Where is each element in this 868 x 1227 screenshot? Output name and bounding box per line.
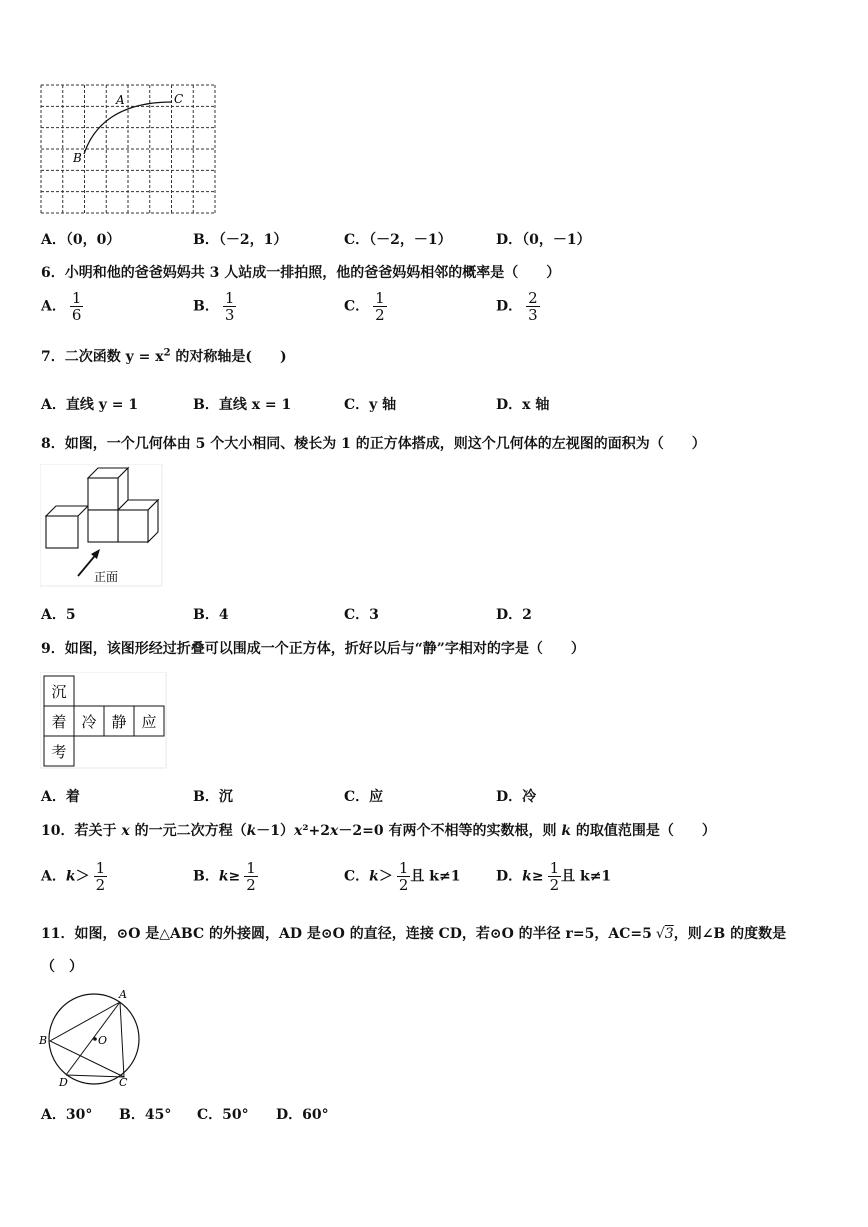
q5-label-b: B: [73, 151, 82, 165]
q11-label-o: O: [98, 1034, 108, 1047]
q10-option-d[interactable]: D．k≥ $\frac{1}{2}$ 且 k≠1: [496, 859, 612, 894]
q9-net-cell: 沉: [51, 683, 67, 701]
q10-stem: 10．若关于 x 的一元二次方程（k－1）x²+2x－2=0 有两个不相等的实数根，则 k 的取值范围是（ ）: [41, 823, 716, 839]
q7-option-a[interactable]: A．直线 y = 1: [41, 397, 139, 413]
q5-option-c[interactable]: C．（－2，－1）: [344, 232, 452, 248]
q10-option-b[interactable]: B．k≥ $\frac{1}{2}$: [193, 859, 256, 894]
q11-label-b: B: [39, 1034, 48, 1047]
q5-grid-figure: [40, 84, 220, 216]
q5-label-a: A: [116, 93, 125, 107]
q7-option-c[interactable]: C．y 轴: [344, 397, 397, 413]
q9-net-cell: 考: [51, 743, 67, 761]
q5-option-a[interactable]: A．（0，0）: [41, 232, 121, 248]
q9-cube-net: [40, 672, 168, 770]
q9-net-cell: 应: [141, 713, 157, 731]
q8-option-a[interactable]: A．5: [41, 607, 76, 623]
q11-option-d[interactable]: D．60°: [276, 1107, 329, 1123]
q9-net-cell: 着: [51, 713, 67, 731]
q11-circle-figure: [38, 986, 148, 1090]
q7-stem: 7．二次函数 $y = x^2$ 的对称轴是( ): [41, 347, 287, 365]
q8-front-label: 正面: [94, 570, 119, 584]
q6-option-b[interactable]: B． $\frac{1}{3}$: [193, 289, 235, 324]
q11-label-a: A: [119, 988, 127, 1001]
q5-option-d[interactable]: D．（0，－1）: [496, 232, 591, 248]
q10-option-c[interactable]: C．k＞ $\frac{1}{2}$ 且 k≠1: [344, 859, 461, 894]
q6-stem: 6．小明和他的爸爸妈妈共 3 人站成一排拍照，他的爸爸妈妈相邻的概率是（ ）: [41, 265, 561, 281]
q8-option-c[interactable]: C．3: [344, 607, 379, 623]
q8-option-d[interactable]: D．2: [496, 607, 532, 623]
q11-stem: 11．如图，⊙O 是△ABC 的外接圆，AD 是⊙O 的直径，连接 CD，若⊙O 的半径 r=5，AC=5 √3，则∠B 的度数是: [41, 926, 787, 942]
q11-label-d: D: [59, 1076, 68, 1089]
q7-option-d[interactable]: D．x 轴: [496, 397, 550, 413]
q9-net-cell: 冷: [81, 713, 97, 731]
q8-option-b[interactable]: B．4: [193, 607, 229, 623]
q11-option-a[interactable]: A．30°: [41, 1107, 93, 1123]
q9-option-a[interactable]: A．着: [41, 789, 80, 805]
q5-label-c: C: [174, 92, 184, 106]
q10-option-a[interactable]: A．k＞ $\frac{1}{2}$: [41, 859, 106, 894]
q11-label-c: C: [119, 1076, 128, 1089]
q11-option-c[interactable]: C．50°: [197, 1107, 249, 1123]
q9-stem: 9．如图，该图形经过折叠可以围成一个正方体，折好以后与“静”字相对的字是（ ）: [41, 641, 585, 657]
q9-option-b[interactable]: B．沉: [193, 789, 233, 805]
q11-option-b[interactable]: B．45°: [119, 1107, 172, 1123]
q6-option-a[interactable]: A． $\frac{1}{6}$: [41, 289, 82, 324]
q9-option-d[interactable]: D．冷: [496, 789, 537, 805]
q9-option-c[interactable]: C．应: [344, 789, 384, 805]
q8-stem: 8．如图，一个几何体由 5 个大小相同、棱长为 1 的正方体搭成，则这个几何体的左视图的面积为（ ）: [41, 436, 706, 452]
q11-stem-paren: （ ）: [41, 959, 83, 975]
q7-option-b[interactable]: B．直线 x = 1: [193, 397, 292, 413]
q6-option-d[interactable]: D． $\frac{2}{3}$: [496, 289, 538, 324]
q5-option-b[interactable]: B．（－2，1）: [193, 232, 288, 248]
q9-net-cell: 静: [111, 713, 127, 731]
q8-cube-figure: [40, 464, 164, 588]
q6-option-c[interactable]: C． $\frac{1}{2}$: [344, 289, 385, 324]
